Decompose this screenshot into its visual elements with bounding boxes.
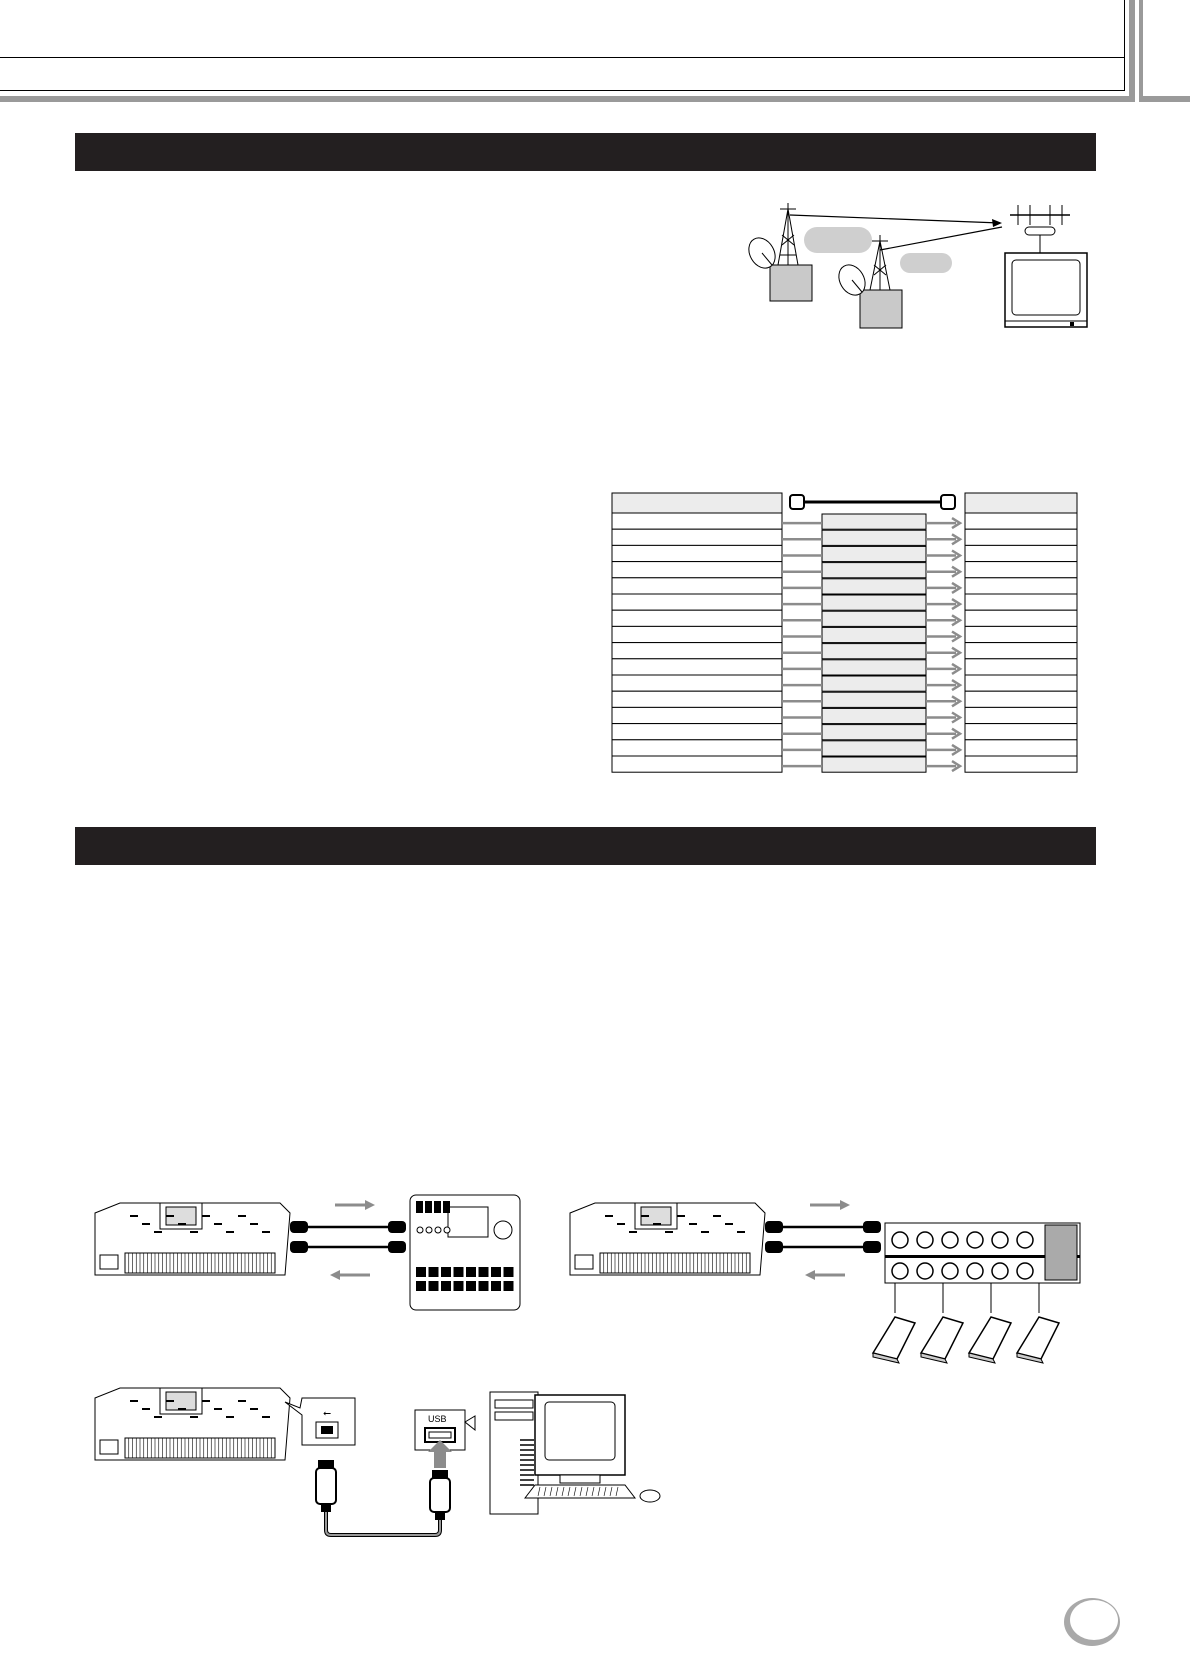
antenna-icon [1010, 205, 1070, 253]
table-row [612, 691, 1077, 707]
channel-cell [822, 644, 926, 659]
header-gray-band-vertical [1129, 0, 1135, 102]
tower-icon [778, 203, 798, 265]
receiver-cell [965, 707, 1077, 723]
usb-plug-icon [430, 1470, 450, 1520]
transmitter-cell [612, 756, 782, 772]
transmitter-header [612, 493, 782, 513]
header-gray-band [0, 96, 1135, 102]
receiver-cell [965, 724, 1077, 740]
table-row [612, 529, 1077, 545]
usb-port-callout [415, 1410, 475, 1450]
channel-cell [822, 741, 926, 756]
midi-channel-table [610, 490, 1080, 780]
transmitter-cell [612, 643, 782, 659]
arrow-left-icon [330, 1270, 370, 1280]
table-row [612, 594, 1077, 610]
transmitter-cell [612, 562, 782, 578]
receiver-cell [965, 513, 1077, 529]
receiver-cell [965, 756, 1077, 772]
receiver-cell [965, 691, 1077, 707]
channel-cell [822, 611, 926, 626]
broadcast-illustration [740, 195, 1100, 335]
table-row [612, 707, 1077, 723]
tab-edge-vertical [1139, 0, 1143, 102]
channel-cell [822, 595, 926, 610]
table-row [612, 756, 1077, 772]
monitor-icon [525, 1395, 635, 1498]
television-icon [1005, 253, 1087, 327]
channel-cell [822, 530, 926, 545]
receiver-cell [965, 562, 1077, 578]
keyboard-icon [95, 1388, 290, 1460]
receiver-cell [965, 545, 1077, 561]
transmitter-cell [612, 691, 782, 707]
table-row [612, 626, 1077, 642]
building-icon [860, 290, 902, 328]
keyboard-icon [95, 1203, 290, 1275]
sequencer-icon [410, 1195, 520, 1310]
table-row [612, 643, 1077, 659]
receiver-cell [965, 529, 1077, 545]
table-row [612, 610, 1077, 626]
transmitter-cell [612, 707, 782, 723]
table-row [612, 562, 1077, 578]
transmitter-cell [612, 578, 782, 594]
receiver-cell [965, 740, 1077, 756]
midi-cable-icon [790, 495, 955, 509]
arrow-right-icon [335, 1200, 375, 1210]
tab-edge-horizontal [1139, 96, 1190, 102]
header-rule-vertical [1124, 0, 1125, 91]
channel-cell [822, 514, 926, 529]
channel-cell [822, 546, 926, 561]
channel-cell [822, 676, 926, 691]
table-row [612, 578, 1077, 594]
receiver-cell [965, 675, 1077, 691]
connection-diagram-sequencer [90, 1195, 530, 1315]
channel-pill-1 [804, 227, 872, 253]
foot-pedal-icon [1017, 1317, 1059, 1363]
table-row [612, 659, 1077, 675]
table-row [612, 675, 1077, 691]
receiver-cell [965, 659, 1077, 675]
usb-plug-icon [316, 1460, 336, 1512]
connection-diagram-pedals [565, 1195, 1105, 1365]
arrow-left-icon [805, 1270, 845, 1280]
receiver-cell [965, 578, 1077, 594]
channel-cell [822, 563, 926, 578]
table-row [612, 724, 1077, 740]
transmitter-cell [612, 675, 782, 691]
header-rule-bottom [0, 90, 1125, 91]
table-row [612, 513, 1077, 529]
section-header-bar-1 [75, 133, 1096, 171]
midi-cable-icon [765, 1221, 881, 1253]
usb-label: USB [428, 1414, 447, 1424]
transmitter-cell [612, 529, 782, 545]
section-header-bar-2 [75, 827, 1096, 865]
channel-cell [822, 579, 926, 594]
transmitter-cell [612, 724, 782, 740]
receiver-cell [965, 643, 1077, 659]
keyboard-icon [570, 1203, 765, 1275]
transmitter-cell [612, 659, 782, 675]
mouse-icon [640, 1490, 660, 1502]
building-icon [770, 265, 812, 301]
transmitter-cell [612, 626, 782, 642]
channel-cell [822, 725, 926, 740]
channel-pill-2 [900, 253, 952, 273]
tower-icon [870, 235, 890, 290]
connection-diagram-usb [90, 1380, 690, 1550]
transmitter-cell [612, 610, 782, 626]
foot-pedal-icon [921, 1317, 963, 1363]
pedal-unit-icon [885, 1223, 1080, 1283]
usb-symbol-icon: ⭠ [323, 1408, 331, 1419]
channel-cell [822, 757, 926, 772]
transmitter-cell [612, 513, 782, 529]
transmitter-cell [612, 545, 782, 561]
midi-cable-icon [290, 1221, 406, 1253]
foot-pedal-icon [873, 1317, 915, 1363]
arrow-right-icon [810, 1200, 850, 1210]
table-row [612, 545, 1077, 561]
table-row [612, 740, 1077, 756]
header-rule-top [0, 57, 1125, 58]
receiver-header [965, 493, 1077, 513]
channel-cell [822, 692, 926, 707]
foot-pedal-icon [969, 1317, 1011, 1363]
receiver-cell [965, 610, 1077, 626]
receiver-cell [965, 626, 1077, 642]
usb-port-callout [285, 1398, 355, 1445]
receiver-cell [965, 594, 1077, 610]
channel-cell [822, 708, 926, 723]
channel-cell [822, 660, 926, 675]
transmitter-cell [612, 740, 782, 756]
transmitter-cell [612, 594, 782, 610]
page-number-badge [1062, 1596, 1122, 1648]
channel-cell [822, 627, 926, 642]
